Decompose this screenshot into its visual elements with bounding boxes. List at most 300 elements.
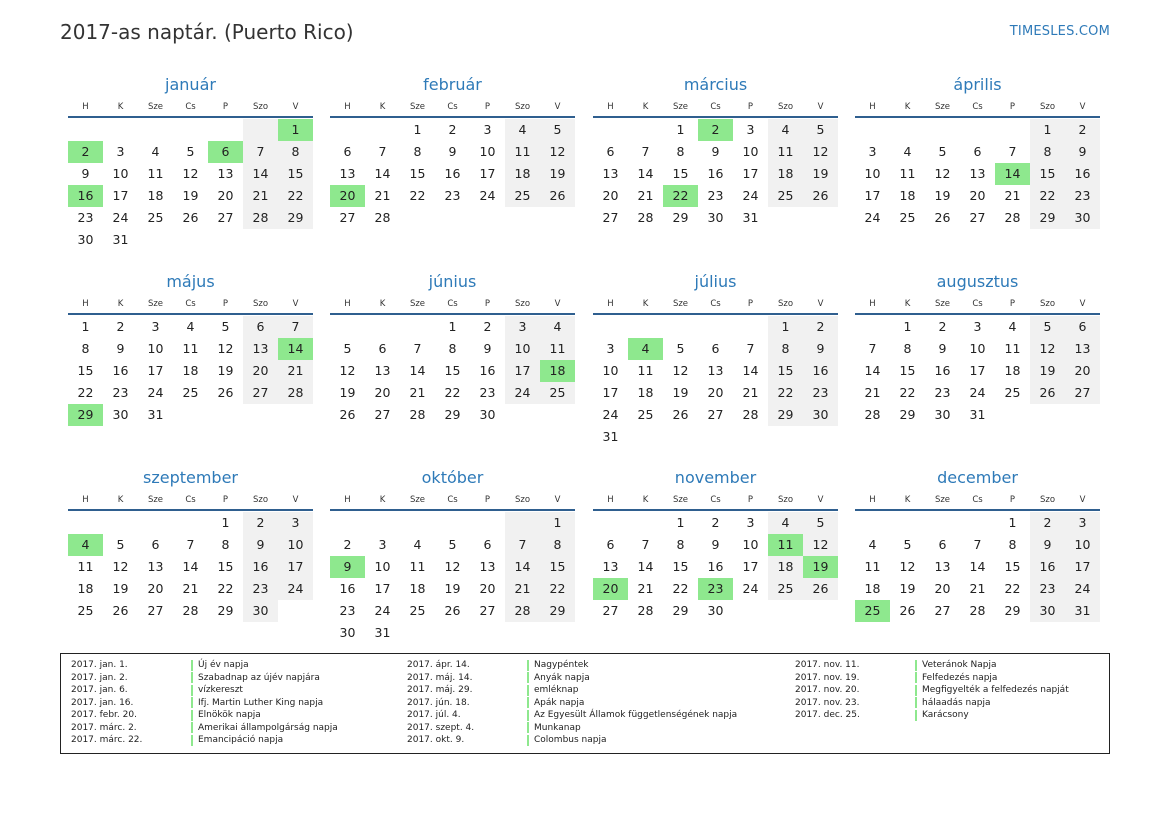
day-cell: 13 [217, 166, 234, 181]
day-cell: 11 [1004, 341, 1021, 356]
day-cell: 28 [243, 207, 278, 229]
empty-cell [278, 404, 313, 426]
day-cell: 14 [182, 559, 199, 574]
day-cell: 25 [637, 407, 654, 422]
empty-cell [470, 622, 505, 644]
day-cell: 26 [1030, 382, 1065, 404]
day-cell: 3 [151, 319, 160, 334]
holiday-legend [60, 653, 1110, 754]
day-cell: 15 [77, 363, 94, 378]
holiday-date: 2017. nov. 20. [795, 685, 860, 696]
weekday-label: Cs [710, 495, 721, 505]
holiday-name: Amerikai állampolgárság napja [198, 722, 338, 733]
holiday-marker [527, 697, 529, 708]
empty-cell [855, 119, 890, 141]
day-cell: 4 [1008, 319, 1017, 334]
day-cell: 5 [803, 512, 838, 534]
legend-column [785, 659, 1069, 722]
month-name: április [953, 75, 1002, 94]
day-cell: 21 [505, 578, 540, 600]
day-cell: 29 [768, 404, 803, 426]
day-cell: 2 [938, 319, 947, 334]
day-cell: 10 [864, 166, 881, 181]
day-cell: 29 [1030, 207, 1065, 229]
day-cell: 20 [374, 385, 391, 400]
empty-cell [925, 512, 960, 534]
day-cell: 29 [444, 407, 461, 422]
day-cell: 22 [899, 385, 916, 400]
day-cell: 27 [479, 603, 496, 618]
empty-cell [855, 316, 890, 338]
page-title: 2017-as naptár. (Puerto Rico) [60, 20, 354, 44]
day-cell: 24 [1065, 578, 1100, 600]
day-cell: 19 [444, 581, 461, 596]
holiday-date: 2017. nov. 23. [795, 697, 860, 708]
day-cell: 12 [1030, 338, 1065, 360]
day-cell: 26 [934, 210, 951, 225]
day-cell: 10 [112, 166, 129, 181]
day-cell: 5 [116, 537, 125, 552]
day-cell: 7 [278, 316, 313, 338]
day-cell: 23 [243, 578, 278, 600]
day-cell: 19 [217, 363, 234, 378]
legend-row [785, 659, 1069, 672]
holiday-name: Nagypéntek [534, 660, 589, 671]
empty-cell [435, 207, 470, 229]
legend-row [61, 697, 338, 710]
day-cell: 12 [339, 363, 356, 378]
month-name: május [166, 272, 215, 291]
weekday-header [855, 98, 1100, 118]
day-cell: 11 [864, 559, 881, 574]
holiday-marker [527, 735, 529, 746]
month-8 [855, 269, 1100, 426]
holiday-marker [191, 697, 193, 708]
day-cell: 17 [505, 360, 540, 382]
holiday-marker [191, 672, 193, 683]
day-cell: 10 [479, 144, 496, 159]
month-name: június [428, 272, 477, 291]
day-cell: 16 [112, 363, 129, 378]
weekday-label: Sze [672, 102, 689, 112]
day-cell: 7 [186, 537, 195, 552]
holiday-date: 2017. jan. 16. [71, 697, 134, 708]
day-cell: 13 [479, 559, 496, 574]
day-cell: 9 [711, 537, 720, 552]
day-cell: 31 [147, 407, 164, 422]
day-cell: 12 [899, 559, 916, 574]
weekday-label: H [607, 495, 614, 505]
weekday-label: Szo [252, 495, 269, 505]
empty-cell [593, 119, 628, 141]
day-cell: 28 [969, 603, 986, 618]
day-cell: 27 [602, 603, 619, 618]
legend-row [785, 697, 1069, 710]
empty-cell [103, 119, 138, 141]
day-cell: 7 [378, 144, 387, 159]
day-cell: 2 [803, 316, 838, 338]
weekday-label: V [554, 299, 561, 309]
day-grid [68, 119, 313, 251]
day-cell: 19 [540, 163, 575, 185]
empty-cell [628, 512, 663, 534]
empty-cell [663, 426, 698, 448]
holiday-marker [915, 710, 917, 721]
month-3 [593, 72, 838, 229]
day-cell: 30 [707, 210, 724, 225]
day-cell: 22 [768, 382, 803, 404]
day-cell: 23 [1030, 578, 1065, 600]
day-cell: 4 [505, 119, 540, 141]
day-cell: 2 [1030, 512, 1065, 534]
day-cell: 9 [711, 144, 720, 159]
day-cell: 29 [278, 207, 313, 229]
weekday-label: H [869, 299, 876, 309]
day-cell: 25 [182, 385, 199, 400]
day-cell: 9 [330, 556, 365, 578]
day-cell: 29 [1004, 603, 1021, 618]
day-cell: 26 [217, 385, 234, 400]
day-cell: 28 [1004, 210, 1021, 225]
day-cell: 28 [505, 600, 540, 622]
day-cell: 20 [243, 360, 278, 382]
day-cell: 2 [1065, 119, 1100, 141]
month-10 [330, 465, 575, 644]
day-cell: 28 [374, 210, 391, 225]
weekday-label: K [904, 102, 911, 112]
day-cell: 23 [479, 385, 496, 400]
month-12 [855, 465, 1100, 622]
day-cell: 16 [243, 556, 278, 578]
empty-cell [400, 512, 435, 534]
weekday-header [593, 295, 838, 315]
month-name: március [683, 75, 748, 94]
day-cell: 11 [409, 559, 426, 574]
day-cell: 18 [409, 581, 426, 596]
day-cell: 21 [637, 581, 654, 596]
empty-cell [365, 316, 400, 338]
day-cell: 29 [899, 407, 916, 422]
weekday-label: Sze [409, 299, 426, 309]
weekday-label: Szo [777, 102, 794, 112]
empty-cell [400, 622, 435, 644]
day-cell: 11 [77, 559, 94, 574]
day-cell: 4 [186, 319, 195, 334]
legend-row [397, 659, 737, 672]
day-grid [593, 119, 838, 229]
day-grid [68, 512, 313, 622]
weekday-label: V [817, 299, 824, 309]
empty-cell [505, 622, 540, 644]
weekday-label: K [379, 102, 386, 112]
day-cell: 25 [505, 185, 540, 207]
day-grid [330, 512, 575, 644]
day-cell: 16 [803, 360, 838, 382]
weekday-header [68, 491, 313, 511]
day-cell: 10 [742, 537, 759, 552]
day-cell: 5 [676, 341, 685, 356]
weekday-header [330, 295, 575, 315]
day-cell: 15 [1030, 163, 1065, 185]
day-cell: 3 [483, 122, 492, 137]
day-cell: 19 [182, 188, 199, 203]
weekday-label: K [642, 102, 649, 112]
day-cell: 24 [479, 188, 496, 203]
day-cell: 3 [378, 537, 387, 552]
day-cell: 20 [479, 581, 496, 596]
day-cell: 17 [864, 188, 881, 203]
holiday-name: Anyák napja [534, 672, 590, 683]
month-9 [68, 465, 313, 622]
weekday-label: P [747, 495, 754, 505]
empty-cell [435, 622, 470, 644]
day-grid [330, 316, 575, 426]
weekday-label: Sze [147, 495, 164, 505]
brand-link[interactable]: TIMESLES.COM [1009, 24, 1110, 39]
holiday-date: 2017. jún. 18. [407, 697, 470, 708]
day-cell: 8 [221, 537, 230, 552]
day-cell: 20 [707, 385, 724, 400]
weekday-label: H [607, 102, 614, 112]
day-cell: 23 [934, 385, 951, 400]
day-grid [855, 119, 1100, 229]
weekday-label: Sze [934, 299, 951, 309]
weekday-label: Cs [185, 299, 196, 309]
day-cell: 2 [243, 512, 278, 534]
day-cell: 19 [339, 385, 356, 400]
day-cell: 7 [505, 534, 540, 556]
day-cell: 6 [208, 141, 243, 163]
day-cell: 18 [768, 556, 803, 578]
day-cell: 6 [973, 144, 982, 159]
legend-row [397, 697, 737, 710]
day-cell: 12 [803, 141, 838, 163]
day-cell: 13 [1065, 338, 1100, 360]
empty-cell [243, 119, 278, 141]
day-cell: 10 [374, 559, 391, 574]
empty-cell [243, 404, 278, 426]
day-cell: 9 [81, 166, 90, 181]
day-cell: 7 [641, 144, 650, 159]
empty-cell [68, 119, 103, 141]
day-cell: 21 [637, 188, 654, 203]
day-cell: 1 [1008, 515, 1017, 530]
day-cell: 15 [768, 360, 803, 382]
holiday-date: 2017. máj. 14. [407, 672, 473, 683]
day-cell: 22 [663, 185, 698, 207]
day-cell: 8 [768, 338, 803, 360]
day-cell: 23 [444, 188, 461, 203]
weekday-label: K [117, 102, 124, 112]
month-5 [68, 269, 313, 426]
weekday-label: H [82, 102, 89, 112]
weekday-label: P [484, 495, 491, 505]
day-cell: 29 [672, 603, 689, 618]
day-cell: 8 [1030, 141, 1065, 163]
weekday-label: Szo [1039, 495, 1056, 505]
empty-cell [768, 207, 803, 229]
day-cell: 4 [68, 534, 103, 556]
day-cell: 20 [1065, 360, 1100, 382]
day-cell: 18 [1004, 363, 1021, 378]
holiday-date: 2017. márc. 22. [71, 735, 143, 746]
weekday-label: Szo [777, 495, 794, 505]
day-cell: 15 [672, 166, 689, 181]
day-cell: 25 [540, 382, 575, 404]
day-cell: 11 [768, 141, 803, 163]
day-cell: 26 [182, 210, 199, 225]
weekday-label: P [1009, 495, 1016, 505]
day-cell: 18 [864, 581, 881, 596]
empty-cell [173, 404, 208, 426]
day-cell: 24 [112, 210, 129, 225]
holiday-date: 2017. jan. 2. [71, 672, 128, 683]
day-cell: 6 [151, 537, 160, 552]
day-cell: 27 [1065, 382, 1100, 404]
day-cell: 5 [186, 144, 195, 159]
day-cell: 16 [707, 559, 724, 574]
weekday-header [855, 295, 1100, 315]
weekday-header [593, 491, 838, 511]
day-cell: 29 [217, 603, 234, 618]
weekday-label: Szo [514, 495, 531, 505]
day-cell: 22 [278, 185, 313, 207]
day-cell: 1 [1030, 119, 1065, 141]
holiday-date: 2017. jan. 1. [71, 660, 128, 671]
day-cell: 26 [672, 407, 689, 422]
day-cell: 4 [903, 144, 912, 159]
day-cell: 1 [676, 122, 685, 137]
empty-cell [540, 207, 575, 229]
day-cell: 27 [243, 382, 278, 404]
holiday-name: Felfedezés napja [922, 672, 998, 683]
day-cell: 12 [444, 559, 461, 574]
empty-cell [208, 404, 243, 426]
day-cell: 28 [742, 407, 759, 422]
day-cell: 7 [641, 537, 650, 552]
day-cell: 11 [505, 141, 540, 163]
day-cell: 5 [803, 119, 838, 141]
day-cell: 15 [672, 559, 689, 574]
day-cell: 1 [540, 512, 575, 534]
day-cell: 7 [1008, 144, 1017, 159]
month-name: július [694, 272, 737, 291]
day-cell: 16 [479, 363, 496, 378]
weekday-label: Szo [514, 102, 531, 112]
day-cell: 19 [803, 556, 838, 578]
day-cell: 27 [602, 210, 619, 225]
day-cell: 25 [409, 603, 426, 618]
holiday-date: 2017. máj. 29. [407, 685, 473, 696]
day-cell: 30 [934, 407, 951, 422]
day-cell: 4 [151, 144, 160, 159]
holiday-date: 2017. jan. 6. [71, 685, 128, 696]
day-cell: 9 [116, 341, 125, 356]
weekday-label: V [292, 495, 299, 505]
day-cell: 9 [938, 341, 947, 356]
holiday-name: Veteránok Napja [922, 660, 997, 671]
weekday-label: Sze [147, 299, 164, 309]
day-cell: 17 [742, 559, 759, 574]
day-cell: 28 [409, 407, 426, 422]
legend-row [61, 672, 338, 685]
day-cell: 27 [217, 210, 234, 225]
day-cell: 22 [540, 578, 575, 600]
empty-cell [733, 426, 768, 448]
day-cell: 9 [1030, 534, 1065, 556]
day-cell: 6 [606, 537, 615, 552]
month-name: február [423, 75, 482, 94]
empty-cell [173, 229, 208, 251]
day-cell: 15 [217, 559, 234, 574]
day-cell: 11 [768, 534, 803, 556]
day-cell: 6 [938, 537, 947, 552]
weekday-label: Sze [934, 102, 951, 112]
weekday-header [330, 98, 575, 118]
weekday-label: V [1079, 495, 1086, 505]
day-cell: 23 [339, 603, 356, 618]
weekday-label: H [344, 299, 351, 309]
holiday-marker [191, 735, 193, 746]
day-cell: 21 [278, 360, 313, 382]
day-cell: 20 [602, 188, 619, 203]
empty-cell [628, 316, 663, 338]
day-cell: 31 [742, 210, 759, 225]
day-cell: 14 [505, 556, 540, 578]
day-cell: 5 [1030, 316, 1065, 338]
weekday-label: P [1009, 102, 1016, 112]
day-cell: 6 [711, 341, 720, 356]
day-cell: 3 [278, 512, 313, 534]
day-cell: 9 [243, 534, 278, 556]
day-cell: 1 [278, 119, 313, 141]
empty-cell [733, 316, 768, 338]
day-cell: 21 [742, 385, 759, 400]
day-cell: 27 [374, 407, 391, 422]
legend-row [61, 734, 338, 747]
day-cell: 6 [1065, 316, 1100, 338]
day-cell: 13 [243, 338, 278, 360]
day-cell: 15 [409, 166, 426, 181]
empty-cell [400, 316, 435, 338]
day-cell: 2 [343, 537, 352, 552]
day-cell: 18 [182, 363, 199, 378]
day-cell: 30 [803, 404, 838, 426]
holiday-marker [915, 672, 917, 683]
day-cell: 1 [413, 122, 422, 137]
empty-cell [540, 404, 575, 426]
day-cell: 13 [934, 559, 951, 574]
empty-cell [278, 229, 313, 251]
day-cell: 21 [243, 185, 278, 207]
day-cell: 8 [676, 537, 685, 552]
weekday-label: K [904, 299, 911, 309]
month-name: december [937, 468, 1018, 487]
day-cell: 2 [68, 141, 103, 163]
holiday-date: 2017. febr. 20. [71, 710, 137, 721]
day-cell: 24 [969, 385, 986, 400]
weekday-header [855, 491, 1100, 511]
day-cell: 2 [448, 122, 457, 137]
day-cell: 25 [768, 578, 803, 600]
weekday-label: P [1009, 299, 1016, 309]
day-cell: 4 [413, 537, 422, 552]
day-cell: 14 [742, 363, 759, 378]
day-cell: 30 [112, 407, 129, 422]
day-cell: 24 [374, 603, 391, 618]
day-cell: 24 [505, 382, 540, 404]
month-name: január [165, 75, 216, 94]
